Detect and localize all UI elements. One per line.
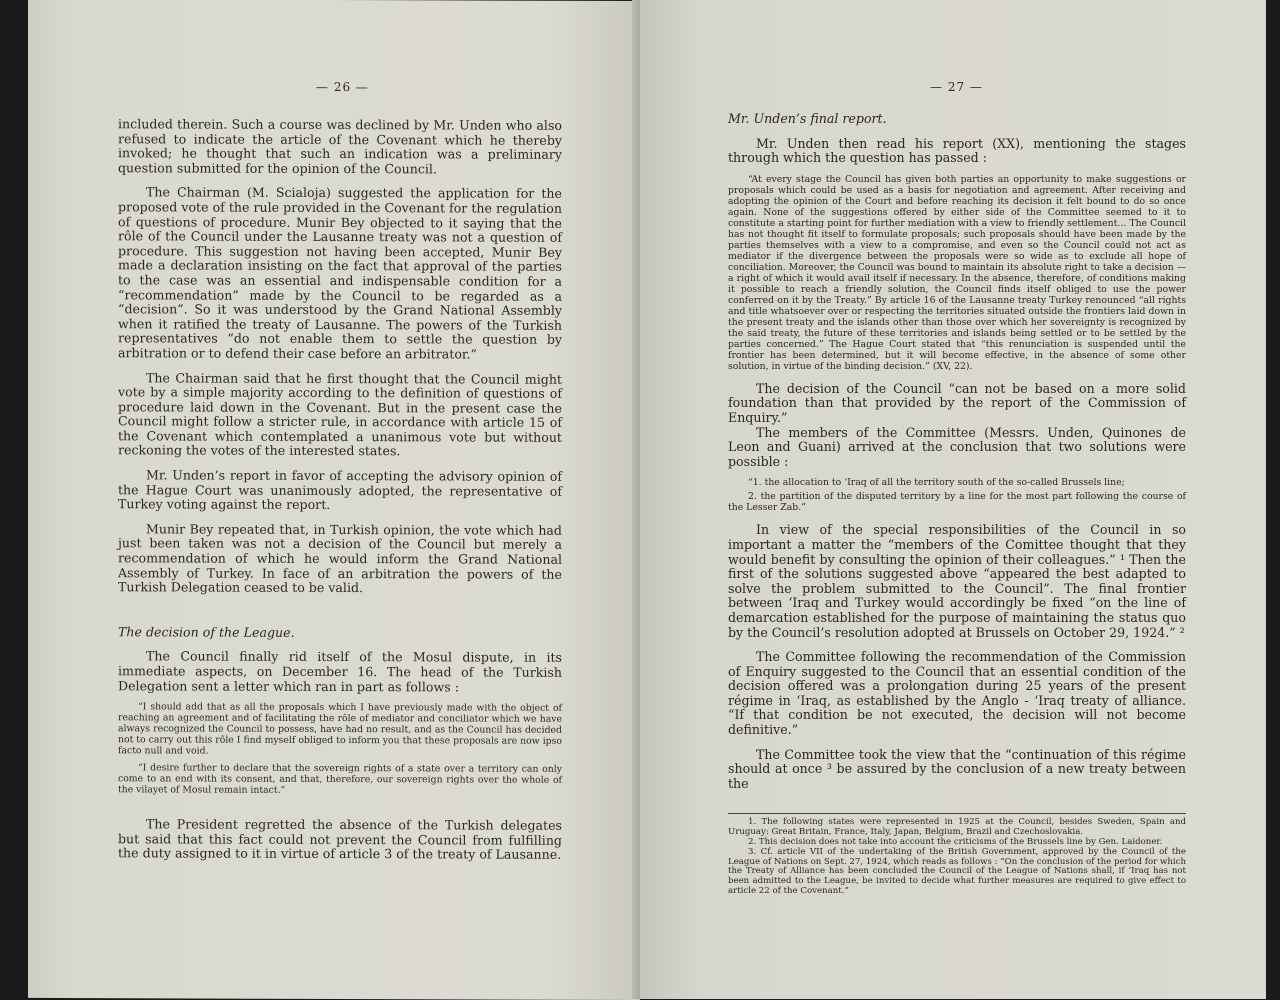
block-quote: “At every stage the Council has given both parties an opportunity to make suggestions or proposals which could be used as a basis for negotiation and agreement. After receiving and adopting the opinion of the Court and before reaching its decision it felt bound to do so once again. None of the suggestions offered by either side of the Committee seemed to it to constitute a starting point for further mediation with a view to friendly settlement... The Council has not thought fit itself to formulate proposals; such proposals should have been made by the parties themselves with a view to a compromise, and even so the Council could not act as mediator if the divergence between the proposals were so wide as to exclude all hope of conciliation. Moreover, the Council was bound to maintain its absolute right to take a decision — a right of which it would avail itself if necessary. In the absence, therefore, of conditions making it possible to reach a friendly solution, the Council finds itself obliged to use the power conferred on it by the Treaty.” By article 16 of the Lausanne treaty Turkey renounced “all rights and title whatsoever over or respecting the territories situated outside the frontiers laid down in the present treaty and the islands other than those over which her sovereignty is recognized by the said treaty, the future of these territories and islands being settled or to be settled by the parties concerned.” The Hague Court stated that “this renunciation is suspended until the frontier has been determined, but it will become effective, in the absence of some other solution, in virtue of the binding decision.” (XV, 22). [728, 173, 1186, 372]
paragraph: The Committee following the recommendation of the Commission of Enquiry suggested to the Council that an essential condition of the decision offered was a prolongation during 25 years of the present régime in ‘Iraq, as established by the Anglo - ‘Iraq treaty of alliance. “If that condition be not executed, the decision will not become definitive.” [728, 649, 1186, 738]
section-heading: Mr. Unden’s final report. [728, 111, 887, 126]
paragraph: The President regretted the absence of the Turkish delegates but said that this fact could not prevent the Council from fulfilling the duty assigned to it in virtue of article 3 of the treaty of Lausanne. [118, 816, 562, 863]
footnote: 1. The following states were represented in 1925 at the Council, besides Sweden, Spain and Uruguay: Great Britain, France, Italy, Japan, Belgium, Brazil and Czechoslovakia. [728, 817, 1186, 838]
solution-item: “1. the allocation to ‘Iraq of all the territory south of the so-called Brussels line; [748, 477, 1125, 489]
paragraph: included therein. Such a course was declined by Mr. Unden who also refused to indicate the article of the Covenant which he thereby invoked; he thought that such an indication was a preliminary question submitted for the opinion of the Council. [118, 116, 562, 177]
page-number: — 26 — [316, 79, 369, 95]
right-text-column [728, 112, 1186, 897]
block-quote: “I desire further to declare that the sovereign rights of a state over a territory can only come to an end with its consent, and that, therefore, our sovereign rights over the whole of the vilayet of Mosul remain intact.” [118, 762, 562, 797]
paragraph: The decision of the Council “can not be based on a more solid foundation than that provided by the report of the Commission of Enquiry.” [728, 380, 1186, 425]
footnote: 2. This decision does not take into account the criticisms of the Brussels line by Gen. Laidoner. [748, 837, 1163, 848]
paragraph: Mr. Unden’s report in favor of accepting the advisory opinion of the Hague Court was unanimously adopted, the representative of Turkey voting against the report. [118, 467, 562, 513]
right-page [640, 0, 1266, 999]
paragraph: The Chairman said that he first thought that the Council might vote by a simple majority according to the definition of questions of procedure laid down in the Covenant. But in the present case the Council might follow a stricter rule, in accordance with article 15 of the Covenant which contemplated a unanimous vote but without reckoning the votes of the interested states. [118, 369, 562, 459]
paragraph: In view of the special responsibilities of the Council in so important a matter the “members of the Comittee thought that they would benefit by consulting the opinion of their colleagues.” ¹ Then the first of the solutions suggested above “appeared the best adapted to solve the problem submitted to the Council”. The final frontier between ‘Iraq and Turkey would accordingly be fixed “on the line of demarcation established for the purpose of maintaining the status quo by the Council’s resolution adopted at Brussels on October 29, 1924.” ² [728, 522, 1186, 640]
footnote-divider [728, 813, 1186, 814]
footnotes [728, 818, 1186, 896]
solution-item: 2. the partition of the disputed territory by a line for the most part following the course of the Lesser Zab.” [728, 491, 1186, 514]
footnote: 3. Cf. article VII of the undertaking of the British Government, approved by the Council of the League of Nations on Sept. 27, 1924, which reads as follows : “On the conclusion of the period for which the Treaty of Alliance has been concluded the Council of the League of Nations shall, if ‘Iraq has not been admitted to the League, be invited to decide what further measures are required to give effect to article 22 of the Covenant.” [728, 846, 1186, 897]
left-page [28, 0, 640, 1000]
left-text-column [118, 117, 562, 863]
paragraph: The Committee took the view that the “continuation of this régime should at once ³ be assured by the conclusion of a new treaty between the [728, 746, 1186, 791]
paragraph: The Council finally rid itself of the Mosul dispute, in its immediate aspects, on December 16. The head of the Turkish Delegation sent a letter which ran in part as follows : [118, 648, 562, 695]
block-quote: “I should add that as all the proposals which I have previously made with the object of reaching an agreement and of facilitating the rôle of mediator and conciliator which we have always recognized the Council to possess, have had no result, and as the Council has decided not to carry out this rôle I find myself obliged to inform you that these proposals are now ipso facto null and void. [118, 701, 562, 757]
section-heading: The decision of the League. [118, 624, 295, 640]
paragraph: Mr. Unden then read his report (XX), mentioning the stages through which the question has passed : [728, 135, 1186, 166]
paragraph: The Chairman (M. Scialoja) suggested the application for the proposed vote of the rule provided in the Covenant for the regulation of questions of procedure. Munir Bey objected to it saying that the rôle of the Council under the Lausanne treaty was not a question of procedure. This suggestion not having been accepted, Munir Bey made a declaration insisting on the fact that approval of the parties to the case was an essential and indispensable condition for a “recommendation” made by the Council to be regarded as a “decision”. So it was understood by the Grand National Assembly when it ratified the treaty of Lausanne. The powers of the Turkish representatives “do not enable them to settle the question by arbitration or to defend their case before an arbitrator.” [118, 184, 562, 362]
paragraph: Munir Bey repeated that, in Turkish opinion, the vote which had just been taken was not a decision of the Council but merely a recommendation of which he would inform the Grand National Assembly of Turkey. In face of an arbitration the powers of the Turkish Delegation ceased to be valid. [118, 521, 562, 596]
paragraph: The members of the Committee (Messrs. Unden, Quinones de Leon and Guani) arrived at the conclusion that two solutions were possible : [728, 424, 1186, 469]
page-number: — 27 — [930, 80, 983, 94]
